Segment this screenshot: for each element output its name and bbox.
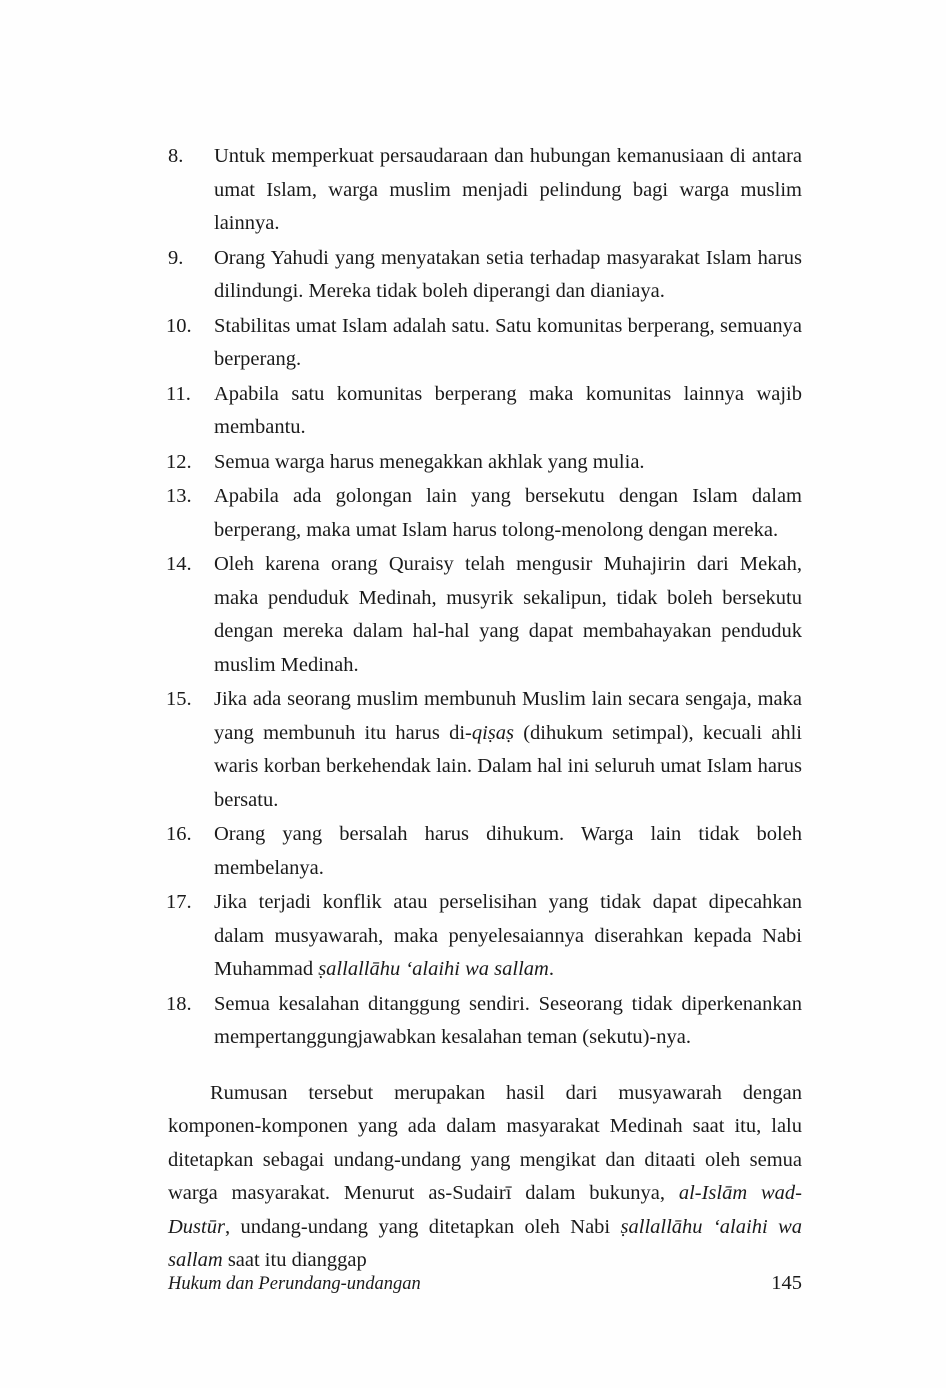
page-content — [168, 140, 802, 1298]
running-head: Hukum dan Perundang-undangan — [168, 1274, 421, 1294]
list-item — [168, 378, 802, 445]
list-item-number: 13. — [166, 485, 192, 507]
segment-text: , undang-undang yang ditetapkan oleh Nabi — [224, 1215, 621, 1238]
segment-text: Jika terjadi konflik atau perselisihan yang tidak dapat dipecahkan dalam musyawarah, maka penyelesaiannya diserahkan kepada Nabi Muhammad — [214, 891, 802, 980]
list-item-number: 18. — [166, 992, 192, 1015]
list-item — [168, 140, 802, 241]
segment-italic: ṣallallāhu ‘alaihi wa sallam — [318, 958, 549, 980]
list-item — [168, 242, 802, 309]
list-item — [168, 480, 802, 547]
segment-text: Rumusan tersebut merupakan hasil dari musyawarah dengan komponen-komponen yang ada dalam masyarakat Medinah saat itu, lalu ditetapkan sebagai undang-undang yang mengikat dan ditaati oleh semua warga masyarakat. Menurut as-Sudairī dalam bukunya, — [168, 1081, 802, 1204]
list-item — [168, 988, 802, 1055]
list-item-number: 14. — [166, 553, 192, 575]
list-item-text: Stabilitas umat Islam adalah satu. Satu komunitas berperang, semuanya berperang. — [214, 314, 802, 370]
list-item — [168, 310, 802, 377]
list-item-text: Oleh karena orang Quraisy telah mengusir Muhajirin dari Mekah, maka penduduk Medinah, musyrik sekalipun, tidak boleh bersekutu dengan mereka dalam hal-hal yang dapat membahayakan penduduk muslim Medinah. — [214, 553, 802, 676]
numbered-list — [168, 140, 802, 1055]
list-item-text — [214, 688, 802, 811]
list-item-text: Orang yang bersalah harus dihukum. Warga lain tidak boleh membelanya. — [214, 823, 802, 879]
list-item-text: Apabila satu komunitas berperang maka komunitas lainnya wajib membantu. — [214, 382, 802, 438]
list-item-text — [214, 891, 802, 980]
list-item-number: 15. — [166, 688, 192, 710]
list-item-number: 10. — [166, 314, 192, 337]
segment-text: . — [548, 958, 554, 980]
list-item-number: 17. — [166, 891, 192, 913]
segment-text: saat itu dianggap — [222, 1249, 367, 1271]
list-item-text: Untuk memperkuat persaudaraan dan hubungan kemanusiaan di antara umat Islam, warga muslim menjadi pelindung bagi warga muslim lainnya. — [214, 145, 802, 234]
list-item-number: 12. — [166, 450, 192, 473]
list-item-number: 11. — [166, 382, 191, 405]
segment-italic: qiṣaṣ — [471, 721, 514, 744]
list-item-text: Apabila ada golongan lain yang bersekutu dengan Islam dalam berperang, maka umat Islam harus tolong-menolong dengan mereka. — [214, 485, 802, 541]
list-item — [168, 683, 802, 817]
list-item-number: 16. — [166, 823, 192, 845]
body-paragraph — [168, 1077, 802, 1278]
segment-italic: ṣallallāhu ‘alaihi wa sallam — [168, 1215, 802, 1271]
segment-italic: al-Islām wad-Dustūr — [168, 1182, 802, 1238]
list-item — [168, 818, 802, 885]
list-item-text: Semua warga harus menegakkan akhlak yang mulia. — [214, 450, 645, 473]
list-item-text: Semua kesalahan ditanggung sendiri. Seseorang tidak diperkenankan mempertanggungjawabkan kesalahan teman (sekutu)-nya. — [214, 992, 802, 1048]
list-item-text: Orang Yahudi yang menyatakan setia terhadap masyarakat Islam harus dilindungi. Mereka tidak boleh diperangi dan dianiaya. — [214, 246, 802, 302]
list-item — [168, 446, 802, 480]
page-footer — [168, 1272, 802, 1295]
list-item-number: 8. — [168, 145, 184, 167]
page-number: 145 — [771, 1272, 802, 1294]
segment-text: Jika ada seorang muslim membunuh Muslim lain secara sengaja, maka yang membunuh itu harus di- — [214, 688, 802, 744]
list-item — [168, 886, 802, 987]
list-item-number: 9. — [168, 246, 184, 269]
list-item — [168, 548, 802, 682]
segment-text: (dihukum setimpal), kecuali ahli waris korban berkehendak lain. Dalam hal ini seluruh umat Islam harus bersatu. — [214, 721, 802, 811]
